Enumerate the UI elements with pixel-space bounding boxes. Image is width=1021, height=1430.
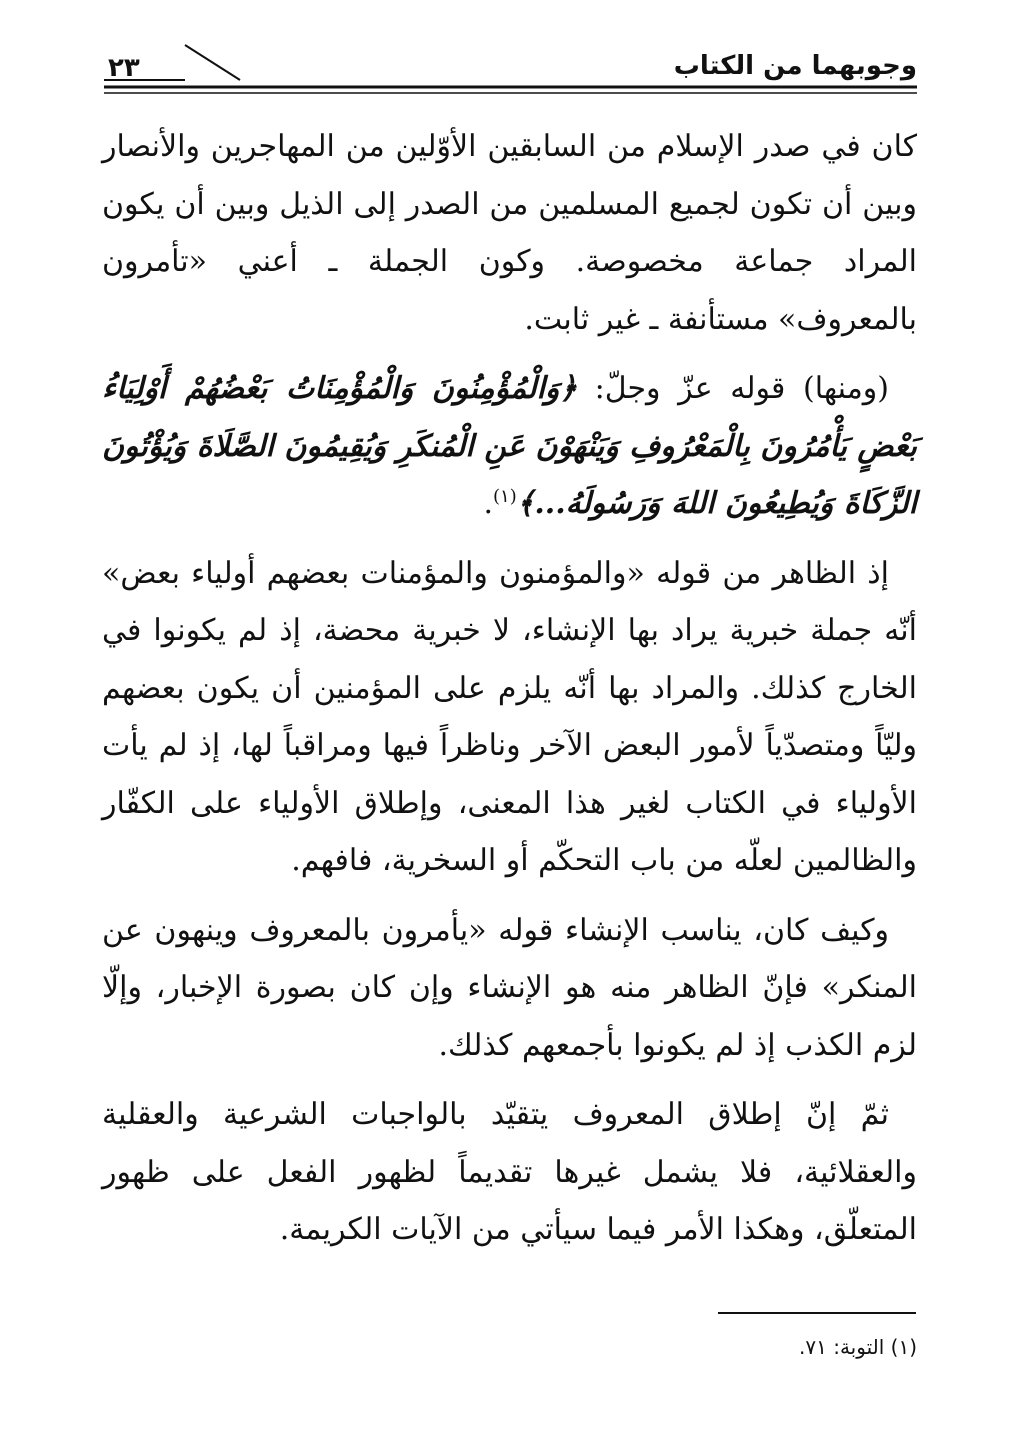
footnote-separator	[718, 1312, 916, 1314]
quran-verse: ﴿وَالْمُؤْمِنُونَ وَالْمُؤْمِنَاتُ بَعْضُهُمْ أَوْلِيَاءُ بَعْضٍ يَأْمُرُونَ بِالْمَعْرُوفِ وَيَنْهَوْنَ عَنِ الْمُنكَرِ وَيُقِيمُونَ الصَّلَاةَ وَيُؤْتُونَ الزَّكَاةَ وَيُطِيعُونَ اللهَ وَرَسُولَهُ...﴾	[102, 371, 917, 521]
footnote-reference: (١)	[493, 486, 517, 507]
page-body	[102, 118, 917, 1271]
paragraph: إذ الظاهر من قوله «والمؤمنون والمؤمنات بعضهم أولياء بعض» أنّه جملة خبرية يراد بها الإنشاء، لا خبرية محضة، إذ لم يكونوا في الخارج كذلك. والمراد بها أنّه يلزم على المؤمنين أن يكون بعضهم وليّاً ومتصدّياً لأمور البعض الآخر وناظراً فيها ومراقباً لها، إذ لم يأت الأولياء في الكتاب لغير هذا المعنى، وإطلاق الأولياء على الكفّار والظالمين لعلّه من باب التحكّم أو السخرية، فافهم.	[102, 555, 917, 878]
paragraph: ثمّ إنّ إطلاق المعروف يتقيّد بالواجبات الشرعية والعقلية والعقلائية، فلا يشمل غيرها تقديماً لظهور الفعل على ظهور المتعلّق، وهكذا الأمر فيما سيأتي من الآيات الكريمة.	[102, 1097, 917, 1247]
footnote	[799, 1332, 917, 1362]
footnote-text: التوبة: ٧١.	[799, 1335, 885, 1359]
running-header-title: وجوبهما من الكتاب	[673, 51, 917, 81]
page-number: ٢٣	[108, 53, 140, 83]
footnote-marker: (١)	[890, 1335, 917, 1359]
paragraph: وكيف كان، يناسب الإنشاء قوله «يأمرون بالمعروف وينهون عن المنكر» فإنّ الظاهر منه هو الإنشاء وإن كان بصورة الإخبار، وإلّا لزم الكذب إذ لم يكونوا بأجمعهم كذلك.	[102, 912, 917, 1063]
paragraph-verse: (ومنها) قوله عزّ وجلّ: ﴿وَالْمُؤْمِنُونَ وَالْمُؤْمِنَاتُ بَعْضُهُمْ أَوْلِيَاءُ بَعْضٍ يَأْمُرُونَ بِالْمَعْرُوفِ وَيَنْهَوْنَ عَنِ الْمُنكَرِ وَيُقِيمُونَ الصَّلَاةَ وَيُؤْتُونَ الزَّكَاةَ وَيُطِيعُونَ اللهَ وَرَسُولَهُ...﴾$^{(١)}$.	[102, 371, 917, 521]
paragraph: كان في صدر الإسلام من السابقين الأوّلين من المهاجرين والأنصار وبين أن تكون لجميع المسلمين من الصدر إلى الذيل وبين أن يكون المراد جماعة مخصوصة. وكون الجملة ـ أعني «تأمرون بالمعروف» مستأنفة ـ غير ثابت.	[102, 129, 917, 337]
verse-intro: (ومنها) قوله عزّ وجلّ:	[576, 371, 889, 406]
